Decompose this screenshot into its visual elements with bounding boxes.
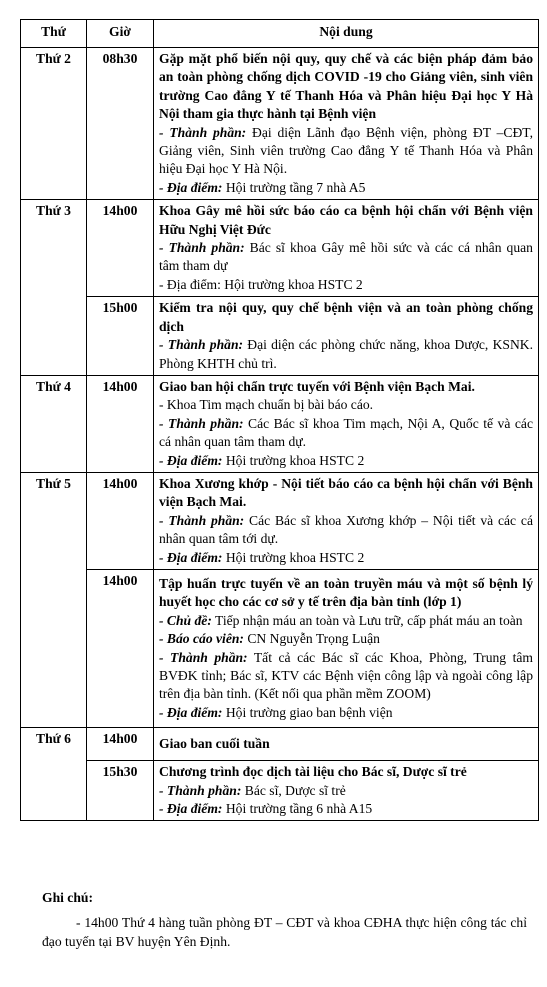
table-row [21, 569, 539, 727]
time-cell: 14h00 [87, 569, 154, 727]
time-cell: 14h00 [87, 472, 154, 569]
day-cell: Thứ 4 [21, 375, 87, 472]
table-row [21, 48, 539, 200]
event-line: - Địa điểm: Hội trường tầng 7 nhà A5 [159, 179, 366, 195]
event-line: - Thành phần: Các Bác sĩ khoa Xương khớp – Nội tiết và các cá nhân quan tâm tới dự. [159, 512, 533, 547]
time-cell: 15h30 [87, 761, 154, 821]
event-line: - Thành phần: Đại diện các phòng chức năng, khoa Dược, KSNK. Phòng KHTH chủ trì. [159, 337, 533, 371]
time-cell: 08h30 [87, 48, 154, 200]
notes-heading: Ghi chú: [42, 890, 93, 905]
event-line: - Địa điểm: Hội trường tầng 6 nhà A15 [159, 801, 373, 817]
table-row [21, 728, 539, 761]
table-row [21, 761, 539, 821]
event-line: - Báo cáo viên: CN Nguyễn Trọng Luận [159, 631, 380, 647]
event-line: - Thành phần: Các Bác sĩ khoa Tim mạch, Nội A, Quốc tế và các cá nhân quan tâm tham dự. [159, 415, 533, 450]
content-cell [154, 48, 539, 200]
event-line: - Thành phần: Bác sĩ khoa Gây mê hồi sức và các cá nhân quan tâm tham dự [159, 240, 533, 274]
table-row [21, 375, 539, 472]
event-title: Giao ban cuối tuần [159, 736, 270, 752]
header-time: Giờ [87, 20, 154, 48]
event-line: - Địa điểm: Hội trường khoa HSTC 2 [159, 452, 365, 468]
event-title: Kiểm tra nội quy, quy chế bệnh viện và an toàn phòng chống dịch [159, 300, 533, 334]
content-cell [154, 569, 539, 727]
header-content: Nội dung [154, 20, 539, 48]
event-title: Gặp mặt phổ biến nội quy, quy chế và các biện pháp đảm bảo an toàn phòng chống dịch COVID -19 cho Giảng viên, sinh viên trường Cao đẳng Y tế Thanh Hóa và Phân hiệu Đại học Y Hà Nội tham gia thực hành tại Bệnh viện [159, 51, 533, 122]
event-line: - Thành phần: Tất cả các Bác sĩ các Khoa, Phòng, Trung tâm BVĐK tỉnh; Bác sĩ, KTV các Bệnh viện công lập và ngoài công lập trên địa bàn tỉnh. (Kết nối qua phần mềm ZOOM) [159, 649, 533, 702]
time-cell: 14h00 [87, 200, 154, 297]
notes-section [42, 888, 527, 951]
event-line: - Địa điểm: Hội trường giao ban bệnh viện [159, 704, 393, 720]
day-cell: Thứ 6 [21, 728, 87, 821]
content-cell [154, 200, 539, 297]
table-row [21, 297, 539, 376]
content-cell [154, 728, 539, 761]
event-line: - Thành phần: Đại diện Lãnh đạo Bệnh viện, phòng ĐT –CĐT, Giảng viên, Sinh viên trường Cao đẳng Y tế Thanh Hóa và Phân hiệu Đại học Y Hà Nội. [159, 124, 533, 177]
event-title: Khoa Gây mê hồi sức báo cáo ca bệnh hội chẩn với Bệnh viện Hữu Nghị Việt Đức [159, 203, 533, 237]
schedule-table [20, 19, 539, 821]
header-day: Thứ [21, 20, 87, 48]
event-line: - Thành phần: Bác sĩ, Dược sĩ trẻ [159, 782, 346, 798]
day-cell: Thứ 3 [21, 200, 87, 376]
content-cell [154, 761, 539, 821]
notes-text: - 14h00 Thứ 4 hàng tuần phòng ĐT – CĐT và khoa CĐHA thực hiện công tác chỉ đạo tuyến tại BV huyện Yên Định. [42, 915, 527, 949]
day-cell: Thứ 5 [21, 472, 87, 727]
event-line: - Địa điểm: Hội trường khoa HSTC 2 [159, 276, 363, 292]
event-title: Giao ban hội chẩn trực tuyến với Bệnh viện Bạch Mai. [159, 378, 475, 394]
content-cell [154, 472, 539, 569]
event-line: - Khoa Tim mạch chuẩn bị bài báo cáo. [159, 397, 374, 413]
time-cell: 15h00 [87, 297, 154, 376]
event-title: Tập huấn trực tuyến về an toàn truyền máu và một số bệnh lý huyết học cho các cơ sở y tế trên địa bàn tỉnh (lớp 1) [159, 575, 533, 610]
content-cell [154, 297, 539, 376]
content-cell [154, 375, 539, 472]
table-row [21, 472, 539, 569]
event-line: - Địa điểm: Hội trường khoa HSTC 2 [159, 549, 365, 565]
header-row [21, 20, 539, 48]
day-cell: Thứ 2 [21, 48, 87, 200]
table-row [21, 200, 539, 297]
event-title: Chương trình đọc dịch tài liệu cho Bác sĩ, Dược sĩ trẻ [159, 764, 467, 780]
event-title: Khoa Xương khớp - Nội tiết báo cáo ca bệnh hội chẩn với Bệnh viện Bạch Mai. [159, 475, 533, 510]
time-cell: 14h00 [87, 728, 154, 761]
event-line: - Chủ đề: Tiếp nhận máu an toàn và Lưu trữ, cấp phát máu an toàn [159, 612, 523, 628]
time-cell: 14h00 [87, 375, 154, 472]
